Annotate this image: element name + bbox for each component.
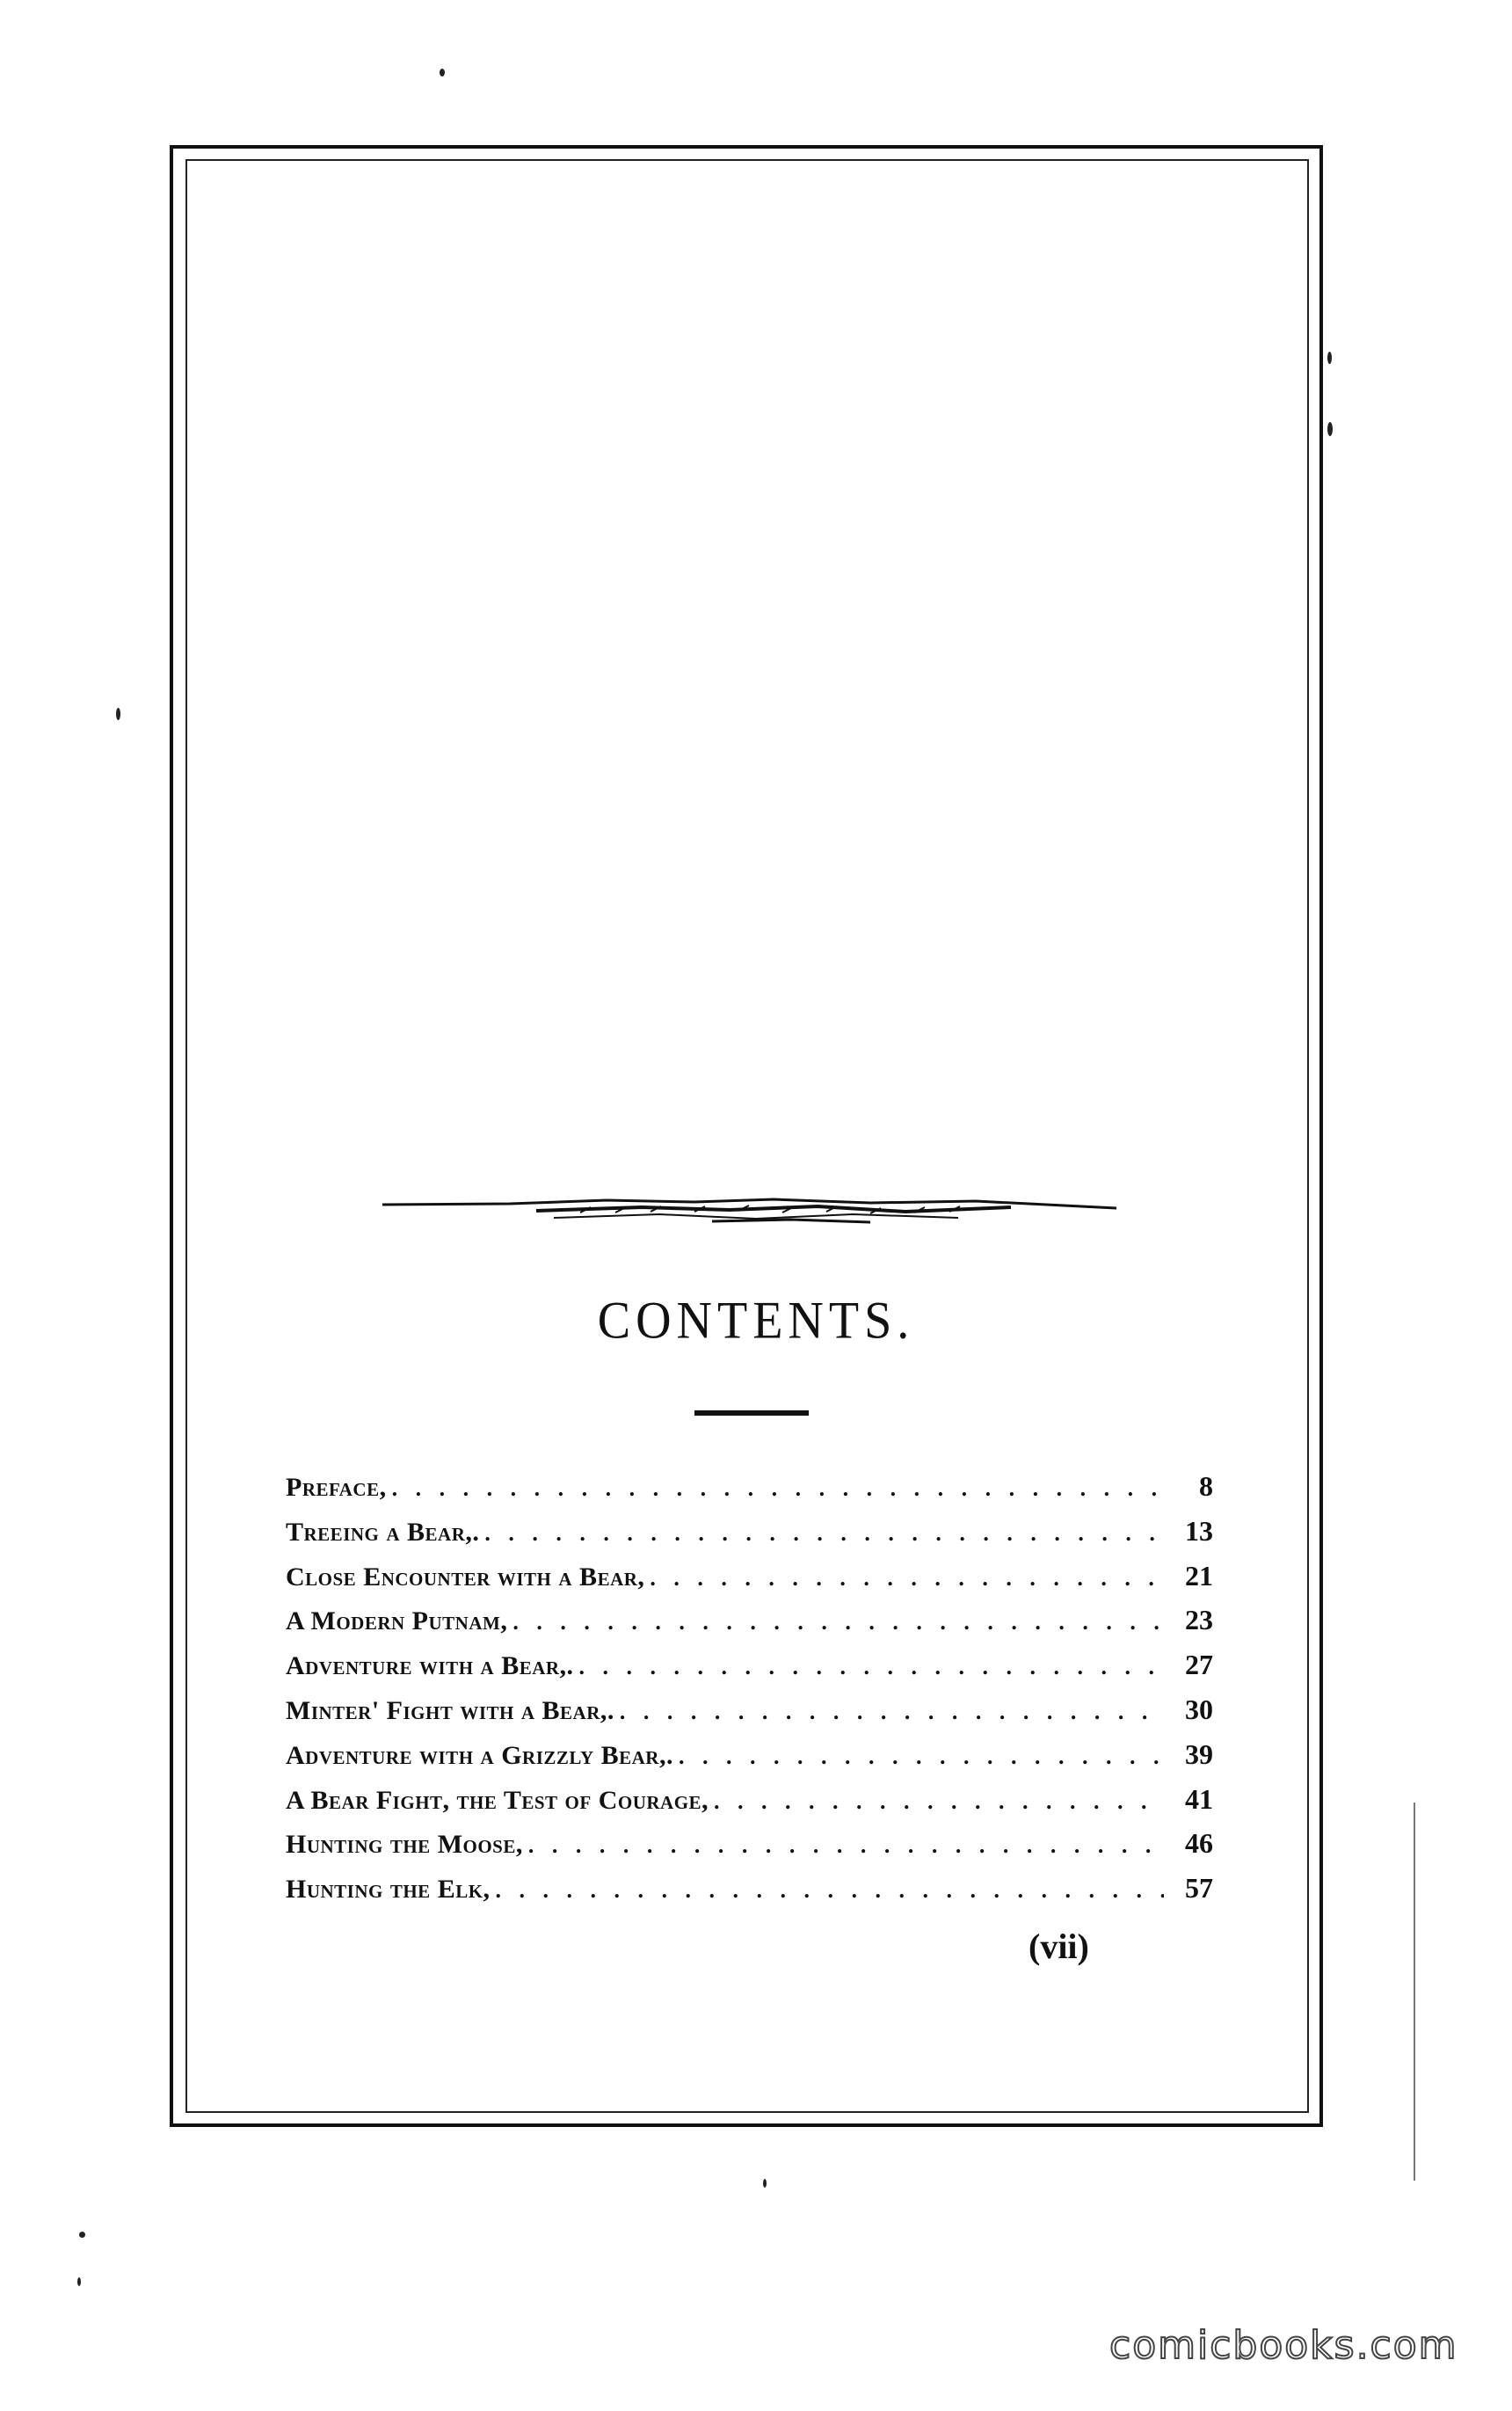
toc-entry-page: 41 bbox=[1185, 1782, 1213, 1815]
toc-leader-dots bbox=[528, 1832, 1164, 1859]
toc-leader-dots bbox=[392, 1475, 1164, 1502]
toc-entry-page: 57 bbox=[1185, 1872, 1213, 1905]
scan-speck bbox=[79, 2232, 85, 2238]
scan-speck bbox=[116, 708, 120, 720]
site-watermark: comicbooks.com bbox=[1109, 2323, 1458, 2368]
toc-entry-page: 39 bbox=[1185, 1737, 1213, 1770]
toc-entry-title: Adventure with a Grizzly Bear,. bbox=[286, 1740, 673, 1770]
toc-entry-title: A Modern Putnam, bbox=[286, 1606, 508, 1636]
toc-entry[interactable] bbox=[286, 1470, 1213, 1515]
scan-speck bbox=[763, 2179, 767, 2188]
decorative-rule-ornament bbox=[378, 1183, 1134, 1235]
toc-leader-dots bbox=[512, 1609, 1164, 1635]
toc-entry-title: Hunting the Moose, bbox=[286, 1830, 523, 1860]
toc-entry[interactable] bbox=[286, 1738, 1213, 1783]
toc-entry-title: Hunting the Elk, bbox=[286, 1875, 491, 1905]
contents-heading: CONTENTS. bbox=[597, 1291, 915, 1351]
toc-entry-page: 8 bbox=[1199, 1470, 1213, 1502]
toc-leader-dots bbox=[650, 1565, 1164, 1592]
toc-entry-page: 21 bbox=[1185, 1559, 1213, 1592]
toc-leader-dots bbox=[679, 1744, 1164, 1770]
heading-underline bbox=[694, 1410, 809, 1416]
toc-entry[interactable] bbox=[286, 1783, 1213, 1828]
toc-entry-title: A Bear Fight, the Test of Courage, bbox=[286, 1785, 709, 1815]
toc-entry-title: Minter' Fight with a Bear,. bbox=[286, 1695, 614, 1725]
toc-entry-page: 46 bbox=[1185, 1827, 1213, 1860]
toc-entry-title: Close Encounter with a Bear, bbox=[286, 1562, 645, 1592]
page-number: (vii) bbox=[1029, 1927, 1089, 1966]
toc-entry[interactable] bbox=[286, 1560, 1213, 1605]
toc-entry[interactable] bbox=[286, 1649, 1213, 1694]
toc-entry[interactable] bbox=[286, 1694, 1213, 1738]
scan-speck bbox=[1327, 422, 1333, 436]
toc-leader-dots bbox=[714, 1788, 1164, 1815]
toc-entry-title: Preface, bbox=[286, 1473, 387, 1502]
toc-entry-page: 30 bbox=[1185, 1693, 1213, 1725]
toc-entry-page: 13 bbox=[1185, 1514, 1213, 1547]
toc-entry-page: 27 bbox=[1185, 1649, 1213, 1681]
toc-leader-dots bbox=[484, 1520, 1164, 1547]
toc-entry-title: Adventure with a Bear,. bbox=[286, 1651, 574, 1681]
toc-entry[interactable] bbox=[286, 1604, 1213, 1649]
scan-speck bbox=[440, 69, 445, 76]
toc-entry[interactable] bbox=[286, 1827, 1213, 1872]
scan-speck bbox=[1327, 352, 1332, 364]
toc-leader-dots bbox=[579, 1654, 1164, 1680]
scan-speck bbox=[1414, 1803, 1415, 2181]
toc-leader-dots bbox=[620, 1699, 1164, 1725]
toc-entry-title: Treeing a Bear,. bbox=[286, 1517, 480, 1547]
toc-leader-dots bbox=[496, 1877, 1164, 1904]
toc-entry[interactable] bbox=[286, 1872, 1213, 1917]
table-of-contents bbox=[286, 1470, 1213, 1917]
toc-entry[interactable] bbox=[286, 1515, 1213, 1560]
toc-entry-page: 23 bbox=[1185, 1604, 1213, 1636]
scan-speck bbox=[77, 2277, 81, 2286]
